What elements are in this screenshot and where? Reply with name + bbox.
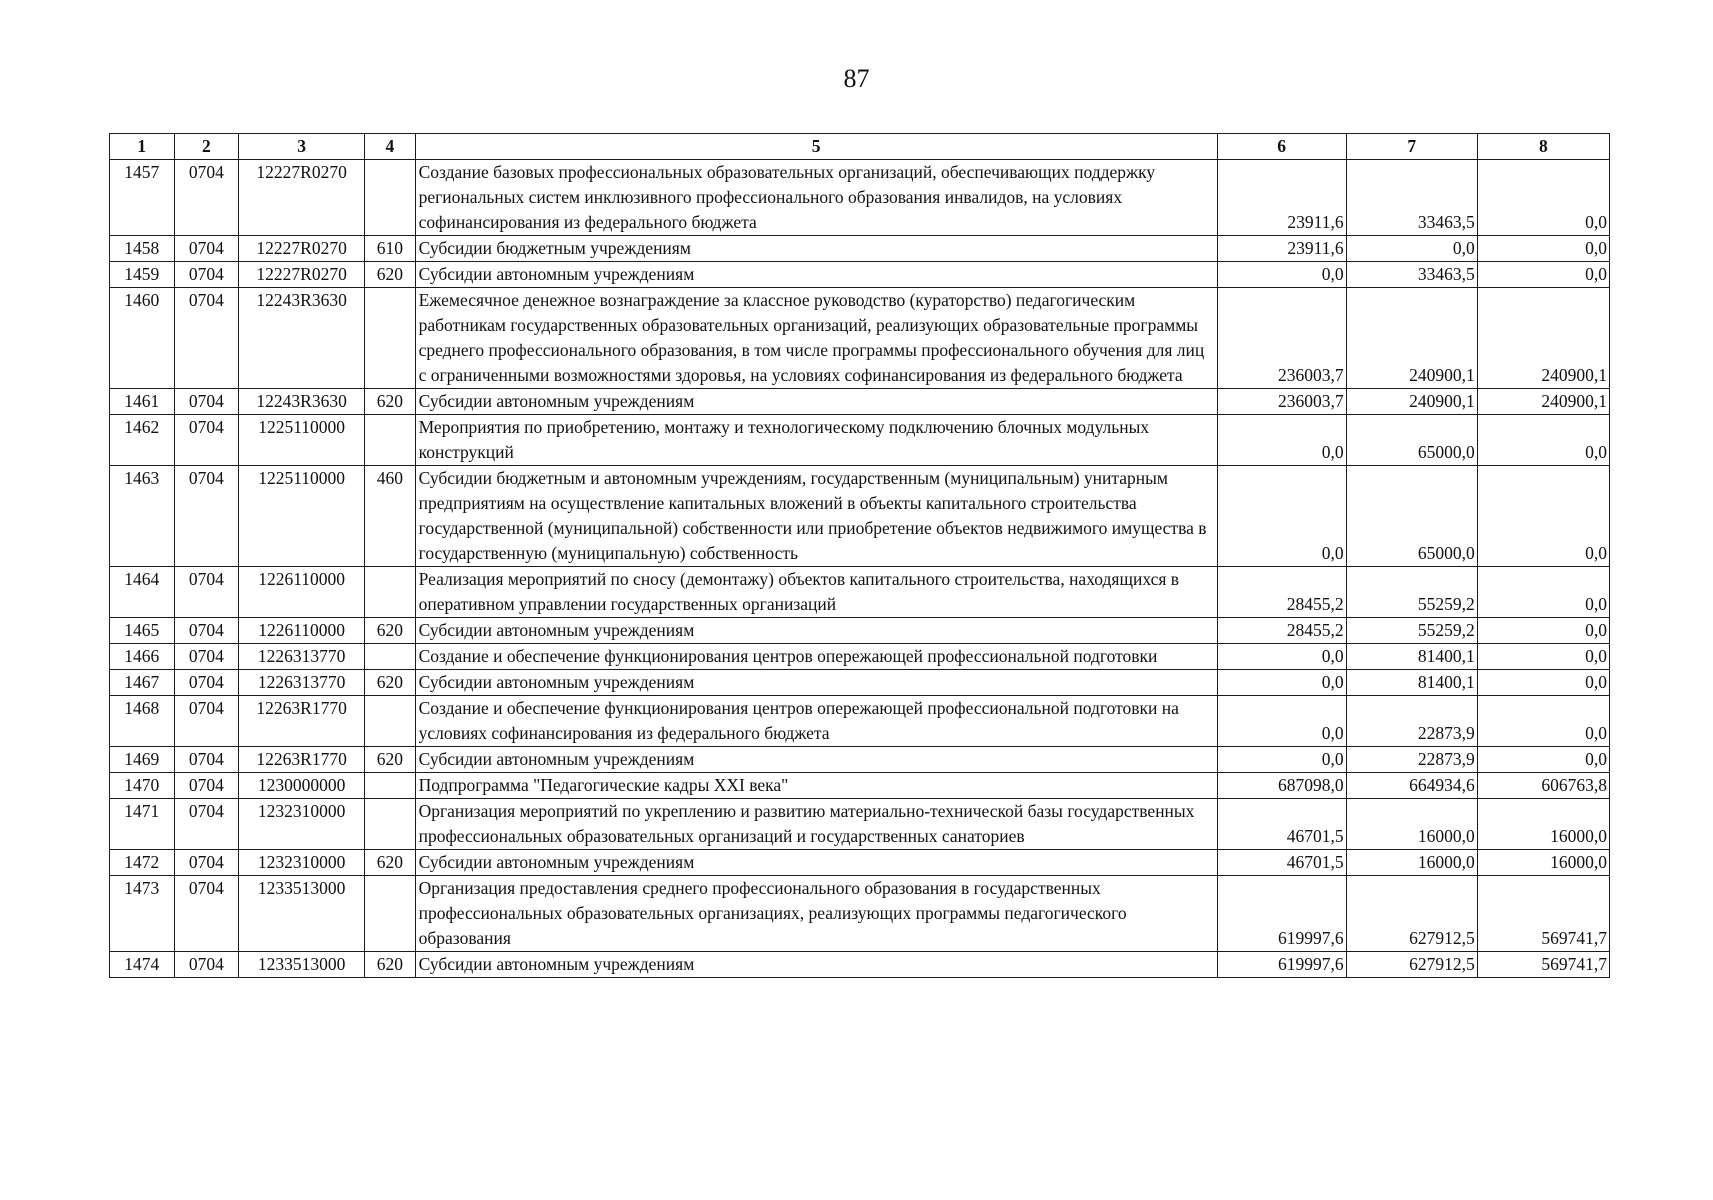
description-cell: Подпрограмма "Педагогические кадры XXI века" xyxy=(415,773,1217,799)
row-number-cell: 1469 xyxy=(110,747,175,773)
row-number-cell: 1459 xyxy=(110,262,175,288)
section-code-cell: 0704 xyxy=(174,670,239,696)
amount-col6-cell: 28455,2 xyxy=(1217,618,1346,644)
row-number-cell: 1460 xyxy=(110,288,175,389)
amount-col7-cell: 22873,9 xyxy=(1346,747,1477,773)
table-row xyxy=(110,160,1610,236)
amount-col6-cell: 0,0 xyxy=(1217,696,1346,747)
expense-type-cell: 620 xyxy=(365,952,415,978)
amount-col8-cell: 0,0 xyxy=(1477,160,1609,236)
amount-col7-cell: 55259,2 xyxy=(1346,618,1477,644)
amount-col8-cell: 0,0 xyxy=(1477,670,1609,696)
row-number-cell: 1466 xyxy=(110,644,175,670)
row-number-cell: 1464 xyxy=(110,567,175,618)
description-cell: Субсидии бюджетным учреждениям xyxy=(415,236,1217,262)
target-article-cell: 1226313770 xyxy=(239,644,365,670)
amount-col7-cell: 664934,6 xyxy=(1346,773,1477,799)
table-row xyxy=(110,389,1610,415)
amount-col6-cell: 46701,5 xyxy=(1217,799,1346,850)
expense-type-cell xyxy=(365,799,415,850)
header-cell: 6 xyxy=(1217,134,1346,160)
target-article-cell: 1230000000 xyxy=(239,773,365,799)
section-code-cell: 0704 xyxy=(174,567,239,618)
description-cell: Субсидии автономным учреждениям xyxy=(415,850,1217,876)
target-article-cell: 1226110000 xyxy=(239,618,365,644)
budget-table xyxy=(109,133,1610,978)
amount-col6-cell: 0,0 xyxy=(1217,262,1346,288)
amount-col8-cell: 0,0 xyxy=(1477,567,1609,618)
description-cell: Субсидии автономным учреждениям xyxy=(415,747,1217,773)
expense-type-cell xyxy=(365,160,415,236)
row-number-cell: 1465 xyxy=(110,618,175,644)
expense-type-cell xyxy=(365,876,415,952)
section-code-cell: 0704 xyxy=(174,415,239,466)
description-cell: Субсидии автономным учреждениям xyxy=(415,618,1217,644)
header-cell: 7 xyxy=(1346,134,1477,160)
table-row xyxy=(110,288,1610,389)
expense-type-cell: 460 xyxy=(365,466,415,567)
header-cell: 1 xyxy=(110,134,175,160)
header-cell: 5 xyxy=(415,134,1217,160)
table-row xyxy=(110,876,1610,952)
amount-col6-cell: 0,0 xyxy=(1217,670,1346,696)
description-cell: Создание и обеспечение функционирования центров опережающей профессиональной подготовки xyxy=(415,644,1217,670)
target-article-cell: 12263R1770 xyxy=(239,747,365,773)
table-row xyxy=(110,670,1610,696)
section-code-cell: 0704 xyxy=(174,236,239,262)
table-row xyxy=(110,952,1610,978)
table-row xyxy=(110,567,1610,618)
amount-col7-cell: 55259,2 xyxy=(1346,567,1477,618)
section-code-cell: 0704 xyxy=(174,773,239,799)
table-row xyxy=(110,696,1610,747)
amount-col7-cell: 627912,5 xyxy=(1346,952,1477,978)
amount-col8-cell: 569741,7 xyxy=(1477,952,1609,978)
description-cell: Субсидии автономным учреждениям xyxy=(415,952,1217,978)
table-row xyxy=(110,799,1610,850)
amount-col8-cell: 0,0 xyxy=(1477,415,1609,466)
expense-type-cell xyxy=(365,288,415,389)
row-number-cell: 1468 xyxy=(110,696,175,747)
amount-col7-cell: 627912,5 xyxy=(1346,876,1477,952)
section-code-cell: 0704 xyxy=(174,747,239,773)
expense-type-cell xyxy=(365,773,415,799)
amount-col6-cell: 28455,2 xyxy=(1217,567,1346,618)
expense-type-cell: 620 xyxy=(365,747,415,773)
table-header-row xyxy=(110,134,1610,160)
row-number-cell: 1463 xyxy=(110,466,175,567)
expense-type-cell: 610 xyxy=(365,236,415,262)
amount-col6-cell: 619997,6 xyxy=(1217,876,1346,952)
amount-col8-cell: 569741,7 xyxy=(1477,876,1609,952)
amount-col8-cell: 240900,1 xyxy=(1477,288,1609,389)
table-row xyxy=(110,262,1610,288)
amount-col8-cell: 0,0 xyxy=(1477,262,1609,288)
expense-type-cell: 620 xyxy=(365,850,415,876)
description-cell: Создание базовых профессиональных образовательных организаций, обеспечивающих поддержку региональных систем инклюзивного профессионального образования инвалидов, на условиях софинансирования из федерального бюджета xyxy=(415,160,1217,236)
amount-col8-cell: 0,0 xyxy=(1477,236,1609,262)
amount-col7-cell: 0,0 xyxy=(1346,236,1477,262)
amount-col6-cell: 23911,6 xyxy=(1217,236,1346,262)
expense-type-cell xyxy=(365,567,415,618)
target-article-cell: 12227R0270 xyxy=(239,236,365,262)
description-cell: Организация предоставления среднего профессионального образования в государственных профессиональных образовательных организациях, реализующих программы педагогического образования xyxy=(415,876,1217,952)
target-article-cell: 12227R0270 xyxy=(239,262,365,288)
table-row xyxy=(110,773,1610,799)
amount-col8-cell: 606763,8 xyxy=(1477,773,1609,799)
section-code-cell: 0704 xyxy=(174,644,239,670)
amount-col7-cell: 81400,1 xyxy=(1346,644,1477,670)
section-code-cell: 0704 xyxy=(174,876,239,952)
expense-type-cell xyxy=(365,644,415,670)
header-cell: 4 xyxy=(365,134,415,160)
section-code-cell: 0704 xyxy=(174,952,239,978)
description-cell: Субсидии автономным учреждениям xyxy=(415,670,1217,696)
description-cell: Создание и обеспечение функционирования центров опережающей профессиональной подготовки на условиях софинансирования из федерального бюджета xyxy=(415,696,1217,747)
header-cell: 2 xyxy=(174,134,239,160)
table-row xyxy=(110,747,1610,773)
section-code-cell: 0704 xyxy=(174,160,239,236)
row-number-cell: 1462 xyxy=(110,415,175,466)
target-article-cell: 1225110000 xyxy=(239,466,365,567)
table-body xyxy=(110,160,1610,978)
header-cell: 3 xyxy=(239,134,365,160)
target-article-cell: 1233513000 xyxy=(239,952,365,978)
amount-col8-cell: 0,0 xyxy=(1477,466,1609,567)
target-article-cell: 12243R3630 xyxy=(239,389,365,415)
description-cell: Субсидии бюджетным и автономным учреждениям, государственным (муниципальным) унитарным предприятиям на осуществление капитальных вложений в объекты капитального строительства государственной (муниципальной) собственности или приобретение объектов недвижимого имущества в государственную (муниципальную) собственность xyxy=(415,466,1217,567)
expense-type-cell: 620 xyxy=(365,389,415,415)
amount-col7-cell: 81400,1 xyxy=(1346,670,1477,696)
description-cell: Субсидии автономным учреждениям xyxy=(415,389,1217,415)
target-article-cell: 1233513000 xyxy=(239,876,365,952)
amount-col7-cell: 22873,9 xyxy=(1346,696,1477,747)
target-article-cell: 1226110000 xyxy=(239,567,365,618)
description-cell: Субсидии автономным учреждениям xyxy=(415,262,1217,288)
table-row xyxy=(110,236,1610,262)
target-article-cell: 12227R0270 xyxy=(239,160,365,236)
row-number-cell: 1457 xyxy=(110,160,175,236)
target-article-cell: 1232310000 xyxy=(239,799,365,850)
target-article-cell: 1225110000 xyxy=(239,415,365,466)
description-cell: Реализация мероприятий по сносу (демонтажу) объектов капитального строительства, находящихся в оперативном управлении государственных организаций xyxy=(415,567,1217,618)
section-code-cell: 0704 xyxy=(174,799,239,850)
amount-col8-cell: 0,0 xyxy=(1477,747,1609,773)
expense-type-cell: 620 xyxy=(365,262,415,288)
section-code-cell: 0704 xyxy=(174,850,239,876)
amount-col6-cell: 0,0 xyxy=(1217,415,1346,466)
amount-col7-cell: 240900,1 xyxy=(1346,288,1477,389)
amount-col7-cell: 65000,0 xyxy=(1346,466,1477,567)
target-article-cell: 12243R3630 xyxy=(239,288,365,389)
row-number-cell: 1472 xyxy=(110,850,175,876)
amount-col8-cell: 0,0 xyxy=(1477,644,1609,670)
amount-col6-cell: 0,0 xyxy=(1217,747,1346,773)
expense-type-cell xyxy=(365,415,415,466)
row-number-cell: 1474 xyxy=(110,952,175,978)
section-code-cell: 0704 xyxy=(174,696,239,747)
amount-col7-cell: 16000,0 xyxy=(1346,799,1477,850)
table-row xyxy=(110,644,1610,670)
amount-col7-cell: 33463,5 xyxy=(1346,262,1477,288)
page-number: 87 xyxy=(843,64,870,93)
row-number-cell: 1473 xyxy=(110,876,175,952)
amount-col6-cell: 619997,6 xyxy=(1217,952,1346,978)
amount-col8-cell: 16000,0 xyxy=(1477,799,1609,850)
target-article-cell: 1232310000 xyxy=(239,850,365,876)
amount-col7-cell: 240900,1 xyxy=(1346,389,1477,415)
amount-col8-cell: 0,0 xyxy=(1477,696,1609,747)
table-row xyxy=(110,618,1610,644)
amount-col7-cell: 65000,0 xyxy=(1346,415,1477,466)
amount-col6-cell: 236003,7 xyxy=(1217,288,1346,389)
row-number-cell: 1471 xyxy=(110,799,175,850)
row-number-cell: 1467 xyxy=(110,670,175,696)
header-cell: 8 xyxy=(1477,134,1609,160)
target-article-cell: 1226313770 xyxy=(239,670,365,696)
description-cell: Организация мероприятий по укреплению и развитию материально-технической базы государственных профессиональных образовательных организаций и государственных санаториев xyxy=(415,799,1217,850)
section-code-cell: 0704 xyxy=(174,618,239,644)
row-number-cell: 1461 xyxy=(110,389,175,415)
section-code-cell: 0704 xyxy=(174,389,239,415)
table-row xyxy=(110,850,1610,876)
section-code-cell: 0704 xyxy=(174,466,239,567)
amount-col8-cell: 16000,0 xyxy=(1477,850,1609,876)
expense-type-cell xyxy=(365,696,415,747)
amount-col6-cell: 0,0 xyxy=(1217,466,1346,567)
description-cell: Ежемесячное денежное вознаграждение за классное руководство (кураторство) педагогическим работникам государственных образовательных организаций, реализующих образовательные программы среднего профессионального образования, в том числе программы профессионального обучения для лиц с ограниченными возможностями здоровья, на условиях софинансирования из федерального бюджета xyxy=(415,288,1217,389)
amount-col6-cell: 0,0 xyxy=(1217,644,1346,670)
amount-col6-cell: 687098,0 xyxy=(1217,773,1346,799)
row-number-cell: 1470 xyxy=(110,773,175,799)
target-article-cell: 12263R1770 xyxy=(239,696,365,747)
amount-col6-cell: 23911,6 xyxy=(1217,160,1346,236)
section-code-cell: 0704 xyxy=(174,288,239,389)
amount-col8-cell: 240900,1 xyxy=(1477,389,1609,415)
section-code-cell: 0704 xyxy=(174,262,239,288)
amount-col7-cell: 33463,5 xyxy=(1346,160,1477,236)
amount-col8-cell: 0,0 xyxy=(1477,618,1609,644)
amount-col7-cell: 16000,0 xyxy=(1346,850,1477,876)
amount-col6-cell: 46701,5 xyxy=(1217,850,1346,876)
expense-type-cell: 620 xyxy=(365,670,415,696)
table-row xyxy=(110,466,1610,567)
description-cell: Мероприятия по приобретению, монтажу и технологическому подключению блочных модульных конструкций xyxy=(415,415,1217,466)
expense-type-cell: 620 xyxy=(365,618,415,644)
table-row xyxy=(110,415,1610,466)
amount-col6-cell: 236003,7 xyxy=(1217,389,1346,415)
row-number-cell: 1458 xyxy=(110,236,175,262)
